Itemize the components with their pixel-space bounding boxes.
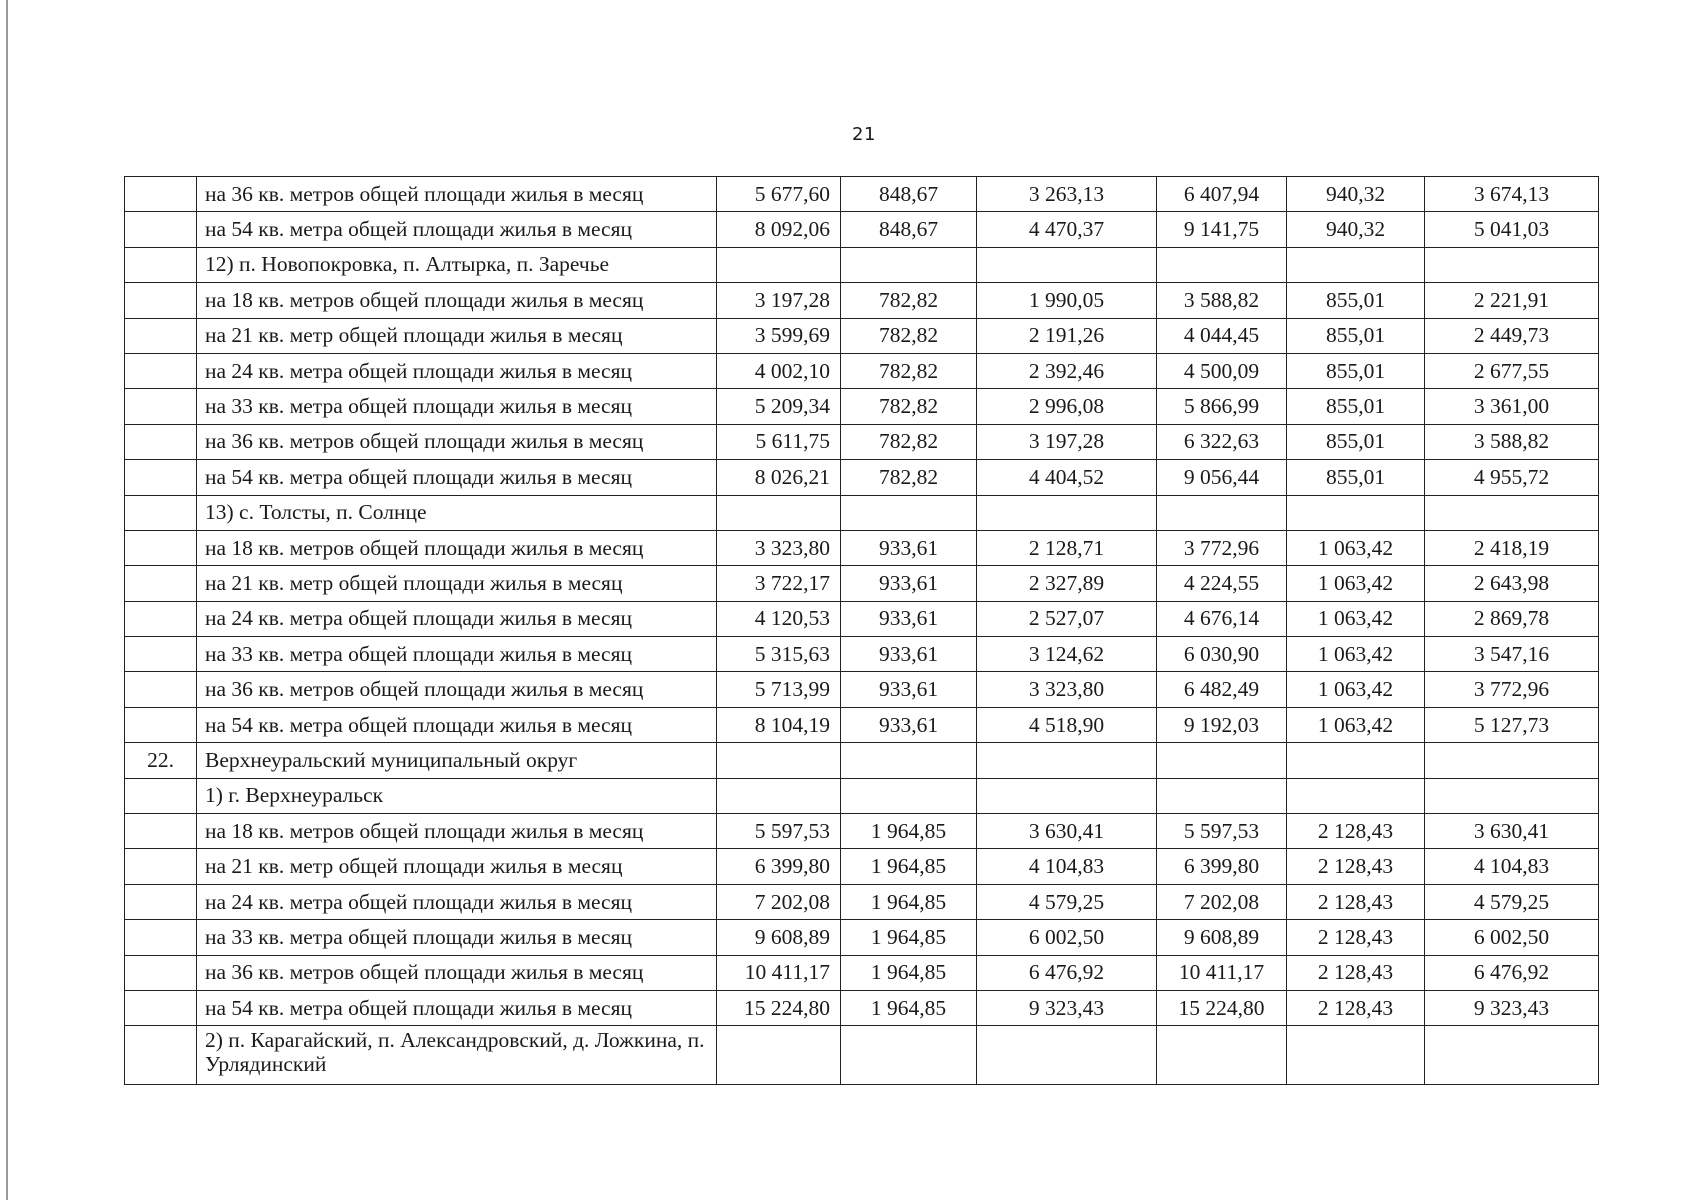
value-col-1: 3 197,28 <box>717 283 841 318</box>
value-col-1: 4 120,53 <box>717 601 841 636</box>
value-col-2: 1 964,85 <box>841 955 977 990</box>
value-col-1: 5 597,53 <box>717 814 841 849</box>
value-col-3 <box>977 1026 1157 1085</box>
value-col-5: 2 128,43 <box>1287 814 1425 849</box>
value-col-6 <box>1425 1026 1599 1085</box>
row-label-cell: на 18 кв. метров общей площади жилья в месяц <box>197 530 717 565</box>
value-col-4: 7 202,08 <box>1157 884 1287 919</box>
row-label-cell: на 36 кв. метров общей площади жилья в месяц <box>197 177 717 212</box>
value-col-3 <box>977 778 1157 813</box>
row-label-cell: на 18 кв. метров общей площади жилья в месяц <box>197 814 717 849</box>
table-row <box>125 672 1599 707</box>
row-index-cell <box>125 849 197 884</box>
row-label-cell: на 54 кв. метра общей площади жилья в месяц <box>197 990 717 1025</box>
row-index-cell: 22. <box>125 743 197 778</box>
value-col-4: 9 056,44 <box>1157 460 1287 495</box>
value-col-1 <box>717 743 841 778</box>
value-col-4: 6 030,90 <box>1157 637 1287 672</box>
table-row <box>125 990 1599 1025</box>
value-col-5: 855,01 <box>1287 283 1425 318</box>
value-col-2: 1 964,85 <box>841 814 977 849</box>
value-col-4: 3 588,82 <box>1157 283 1287 318</box>
row-index-cell <box>125 495 197 530</box>
value-col-1: 3 722,17 <box>717 566 841 601</box>
value-col-4: 6 322,63 <box>1157 424 1287 459</box>
table-group-row <box>125 743 1599 778</box>
row-index-cell <box>125 530 197 565</box>
value-col-4 <box>1157 495 1287 530</box>
value-col-5 <box>1287 247 1425 282</box>
row-index-cell <box>125 566 197 601</box>
value-col-1: 8 026,21 <box>717 460 841 495</box>
group-label-cell: 13) с. Толсты, п. Солнце <box>197 495 717 530</box>
value-col-5: 2 128,43 <box>1287 955 1425 990</box>
value-col-1: 8 092,06 <box>717 212 841 247</box>
value-col-3 <box>977 247 1157 282</box>
value-col-5: 1 063,42 <box>1287 707 1425 742</box>
value-col-1 <box>717 1026 841 1085</box>
table-row <box>125 353 1599 388</box>
tariff-table <box>124 176 1599 1085</box>
row-index-cell <box>125 247 197 282</box>
row-index-cell <box>125 389 197 424</box>
value-col-6: 2 643,98 <box>1425 566 1599 601</box>
row-index-cell <box>125 424 197 459</box>
table-row <box>125 177 1599 212</box>
value-col-3 <box>977 495 1157 530</box>
value-col-5: 855,01 <box>1287 318 1425 353</box>
value-col-4: 5 866,99 <box>1157 389 1287 424</box>
value-col-4 <box>1157 778 1287 813</box>
row-index-cell <box>125 920 197 955</box>
value-col-4: 6 482,49 <box>1157 672 1287 707</box>
value-col-1: 5 713,99 <box>717 672 841 707</box>
value-col-5: 2 128,43 <box>1287 884 1425 919</box>
row-index-cell <box>125 318 197 353</box>
value-col-1: 3 599,69 <box>717 318 841 353</box>
table-row <box>125 460 1599 495</box>
value-col-1: 8 104,19 <box>717 707 841 742</box>
value-col-4: 4 224,55 <box>1157 566 1287 601</box>
value-col-2: 1 964,85 <box>841 884 977 919</box>
group-label-cell: 12) п. Новопокровка, п. Алтырка, п. Заречье <box>197 247 717 282</box>
row-index-cell <box>125 884 197 919</box>
value-col-1: 6 399,80 <box>717 849 841 884</box>
row-index-cell <box>125 778 197 813</box>
table-row <box>125 707 1599 742</box>
value-col-4 <box>1157 247 1287 282</box>
value-col-6: 2 221,91 <box>1425 283 1599 318</box>
value-col-3: 6 002,50 <box>977 920 1157 955</box>
value-col-2: 933,61 <box>841 672 977 707</box>
table-group-row <box>125 495 1599 530</box>
value-col-4: 4 500,09 <box>1157 353 1287 388</box>
table-row <box>125 283 1599 318</box>
value-col-5: 1 063,42 <box>1287 566 1425 601</box>
row-index-cell <box>125 460 197 495</box>
value-col-3: 2 996,08 <box>977 389 1157 424</box>
value-col-6: 3 588,82 <box>1425 424 1599 459</box>
table-row <box>125 212 1599 247</box>
value-col-6: 9 323,43 <box>1425 990 1599 1025</box>
table-group-row <box>125 778 1599 813</box>
value-col-3: 4 104,83 <box>977 849 1157 884</box>
value-col-2: 782,82 <box>841 460 977 495</box>
value-col-6 <box>1425 778 1599 813</box>
value-col-1: 3 323,80 <box>717 530 841 565</box>
value-col-3: 2 128,71 <box>977 530 1157 565</box>
value-col-6: 2 449,73 <box>1425 318 1599 353</box>
row-label-cell: на 33 кв. метра общей площади жилья в месяц <box>197 920 717 955</box>
value-col-4: 10 411,17 <box>1157 955 1287 990</box>
value-col-2: 1 964,85 <box>841 849 977 884</box>
value-col-5: 855,01 <box>1287 389 1425 424</box>
value-col-5: 1 063,42 <box>1287 672 1425 707</box>
value-col-4 <box>1157 1026 1287 1085</box>
group-label-cell: 1) г. Верхнеуральск <box>197 778 717 813</box>
value-col-4: 5 597,53 <box>1157 814 1287 849</box>
value-col-5: 2 128,43 <box>1287 990 1425 1025</box>
value-col-2: 782,82 <box>841 353 977 388</box>
value-col-1: 10 411,17 <box>717 955 841 990</box>
value-col-5 <box>1287 1026 1425 1085</box>
row-index-cell <box>125 955 197 990</box>
value-col-4: 9 141,75 <box>1157 212 1287 247</box>
value-col-2 <box>841 1026 977 1085</box>
value-col-6: 3 772,96 <box>1425 672 1599 707</box>
row-index-cell <box>125 601 197 636</box>
value-col-3: 4 518,90 <box>977 707 1157 742</box>
value-col-5: 1 063,42 <box>1287 601 1425 636</box>
value-col-2 <box>841 743 977 778</box>
row-index-cell <box>125 353 197 388</box>
value-col-6: 3 630,41 <box>1425 814 1599 849</box>
value-col-4: 9 608,89 <box>1157 920 1287 955</box>
value-col-4 <box>1157 743 1287 778</box>
value-col-5: 855,01 <box>1287 424 1425 459</box>
group-label-cell: Верхнеуральский муниципальный округ <box>197 743 717 778</box>
value-col-3: 3 323,80 <box>977 672 1157 707</box>
row-index-cell <box>125 814 197 849</box>
table-row <box>125 566 1599 601</box>
group-label-cell: 2) п. Карагайский, п. Александровский, д. Ложкина, п. Урлядинский <box>197 1026 717 1085</box>
row-label-cell: на 21 кв. метр общей площади жилья в месяц <box>197 849 717 884</box>
value-col-6: 2 869,78 <box>1425 601 1599 636</box>
value-col-6: 2 418,19 <box>1425 530 1599 565</box>
value-col-4: 9 192,03 <box>1157 707 1287 742</box>
value-col-3: 3 630,41 <box>977 814 1157 849</box>
row-label-cell: на 36 кв. метров общей площади жилья в месяц <box>197 424 717 459</box>
value-col-3: 2 327,89 <box>977 566 1157 601</box>
value-col-6: 5 127,73 <box>1425 707 1599 742</box>
row-label-cell: на 21 кв. метр общей площади жилья в месяц <box>197 566 717 601</box>
value-col-2: 933,61 <box>841 566 977 601</box>
value-col-5: 855,01 <box>1287 353 1425 388</box>
row-label-cell: на 54 кв. метра общей площади жилья в месяц <box>197 460 717 495</box>
value-col-6: 6 476,92 <box>1425 955 1599 990</box>
value-col-4: 6 407,94 <box>1157 177 1287 212</box>
value-col-1: 5 209,34 <box>717 389 841 424</box>
value-col-3: 3 263,13 <box>977 177 1157 212</box>
value-col-1 <box>717 247 841 282</box>
value-col-2: 782,82 <box>841 318 977 353</box>
value-col-1 <box>717 495 841 530</box>
row-label-cell: на 54 кв. метра общей площади жилья в месяц <box>197 212 717 247</box>
value-col-3: 2 392,46 <box>977 353 1157 388</box>
value-col-3: 3 197,28 <box>977 424 1157 459</box>
value-col-5 <box>1287 743 1425 778</box>
value-col-2 <box>841 778 977 813</box>
table-group-row <box>125 1026 1599 1085</box>
value-col-2: 782,82 <box>841 424 977 459</box>
value-col-2: 933,61 <box>841 530 977 565</box>
value-col-5: 2 128,43 <box>1287 920 1425 955</box>
table-row <box>125 424 1599 459</box>
value-col-2: 782,82 <box>841 389 977 424</box>
value-col-3: 9 323,43 <box>977 990 1157 1025</box>
value-col-5: 940,32 <box>1287 212 1425 247</box>
row-label-cell: на 36 кв. метров общей площади жилья в месяц <box>197 672 717 707</box>
value-col-2: 782,82 <box>841 283 977 318</box>
row-index-cell <box>125 283 197 318</box>
value-col-2: 848,67 <box>841 177 977 212</box>
value-col-1: 4 002,10 <box>717 353 841 388</box>
value-col-3: 2 527,07 <box>977 601 1157 636</box>
table-row <box>125 884 1599 919</box>
row-index-cell <box>125 637 197 672</box>
value-col-5: 940,32 <box>1287 177 1425 212</box>
value-col-3: 4 579,25 <box>977 884 1157 919</box>
row-label-cell: на 24 кв. метра общей площади жилья в месяц <box>197 601 717 636</box>
value-col-5: 2 128,43 <box>1287 849 1425 884</box>
value-col-2: 933,61 <box>841 637 977 672</box>
row-label-cell: на 24 кв. метра общей площади жилья в месяц <box>197 353 717 388</box>
value-col-4: 6 399,80 <box>1157 849 1287 884</box>
value-col-6: 5 041,03 <box>1425 212 1599 247</box>
tariff-table-body <box>125 177 1599 1085</box>
value-col-5 <box>1287 778 1425 813</box>
value-col-5: 855,01 <box>1287 460 1425 495</box>
value-col-2: 1 964,85 <box>841 990 977 1025</box>
value-col-4: 4 044,45 <box>1157 318 1287 353</box>
scan-edge-line <box>6 0 8 1200</box>
table-row <box>125 389 1599 424</box>
row-label-cell: на 54 кв. метра общей площади жилья в месяц <box>197 707 717 742</box>
value-col-1: 5 315,63 <box>717 637 841 672</box>
value-col-6 <box>1425 743 1599 778</box>
value-col-2: 848,67 <box>841 212 977 247</box>
value-col-1: 7 202,08 <box>717 884 841 919</box>
value-col-1: 5 611,75 <box>717 424 841 459</box>
value-col-3: 2 191,26 <box>977 318 1157 353</box>
value-col-6: 3 674,13 <box>1425 177 1599 212</box>
value-col-3: 4 470,37 <box>977 212 1157 247</box>
table-row <box>125 814 1599 849</box>
value-col-3 <box>977 743 1157 778</box>
value-col-3: 1 990,05 <box>977 283 1157 318</box>
value-col-6: 4 579,25 <box>1425 884 1599 919</box>
row-label-cell: на 21 кв. метр общей площади жилья в месяц <box>197 318 717 353</box>
row-index-cell <box>125 707 197 742</box>
value-col-2 <box>841 247 977 282</box>
value-col-1 <box>717 778 841 813</box>
value-col-6: 2 677,55 <box>1425 353 1599 388</box>
table-group-row <box>125 247 1599 282</box>
value-col-2 <box>841 495 977 530</box>
value-col-3: 3 124,62 <box>977 637 1157 672</box>
value-col-4: 3 772,96 <box>1157 530 1287 565</box>
row-index-cell <box>125 1026 197 1085</box>
value-col-5 <box>1287 495 1425 530</box>
table-row <box>125 849 1599 884</box>
value-col-3: 6 476,92 <box>977 955 1157 990</box>
row-label-cell: на 36 кв. метров общей площади жилья в месяц <box>197 955 717 990</box>
value-col-4: 15 224,80 <box>1157 990 1287 1025</box>
row-label-cell: на 24 кв. метра общей площади жилья в месяц <box>197 884 717 919</box>
value-col-6: 4 104,83 <box>1425 849 1599 884</box>
row-index-cell <box>125 177 197 212</box>
value-col-6: 4 955,72 <box>1425 460 1599 495</box>
value-col-1: 5 677,60 <box>717 177 841 212</box>
row-label-cell: на 33 кв. метра общей площади жилья в месяц <box>197 389 717 424</box>
table-row <box>125 920 1599 955</box>
value-col-6: 3 547,16 <box>1425 637 1599 672</box>
value-col-2: 933,61 <box>841 601 977 636</box>
value-col-5: 1 063,42 <box>1287 530 1425 565</box>
row-label-cell: на 33 кв. метра общей площади жилья в месяц <box>197 637 717 672</box>
value-col-3: 4 404,52 <box>977 460 1157 495</box>
value-col-2: 933,61 <box>841 707 977 742</box>
table-row <box>125 955 1599 990</box>
value-col-1: 9 608,89 <box>717 920 841 955</box>
value-col-6: 3 361,00 <box>1425 389 1599 424</box>
value-col-1: 15 224,80 <box>717 990 841 1025</box>
row-index-cell <box>125 672 197 707</box>
value-col-4: 4 676,14 <box>1157 601 1287 636</box>
value-col-6 <box>1425 495 1599 530</box>
value-col-5: 1 063,42 <box>1287 637 1425 672</box>
table-row <box>125 637 1599 672</box>
value-col-6: 6 002,50 <box>1425 920 1599 955</box>
row-index-cell <box>125 990 197 1025</box>
page-number: 21 <box>852 124 876 145</box>
table-row <box>125 530 1599 565</box>
row-label-cell: на 18 кв. метров общей площади жилья в месяц <box>197 283 717 318</box>
table-row <box>125 318 1599 353</box>
row-index-cell <box>125 212 197 247</box>
value-col-2: 1 964,85 <box>841 920 977 955</box>
value-col-6 <box>1425 247 1599 282</box>
table-row <box>125 601 1599 636</box>
